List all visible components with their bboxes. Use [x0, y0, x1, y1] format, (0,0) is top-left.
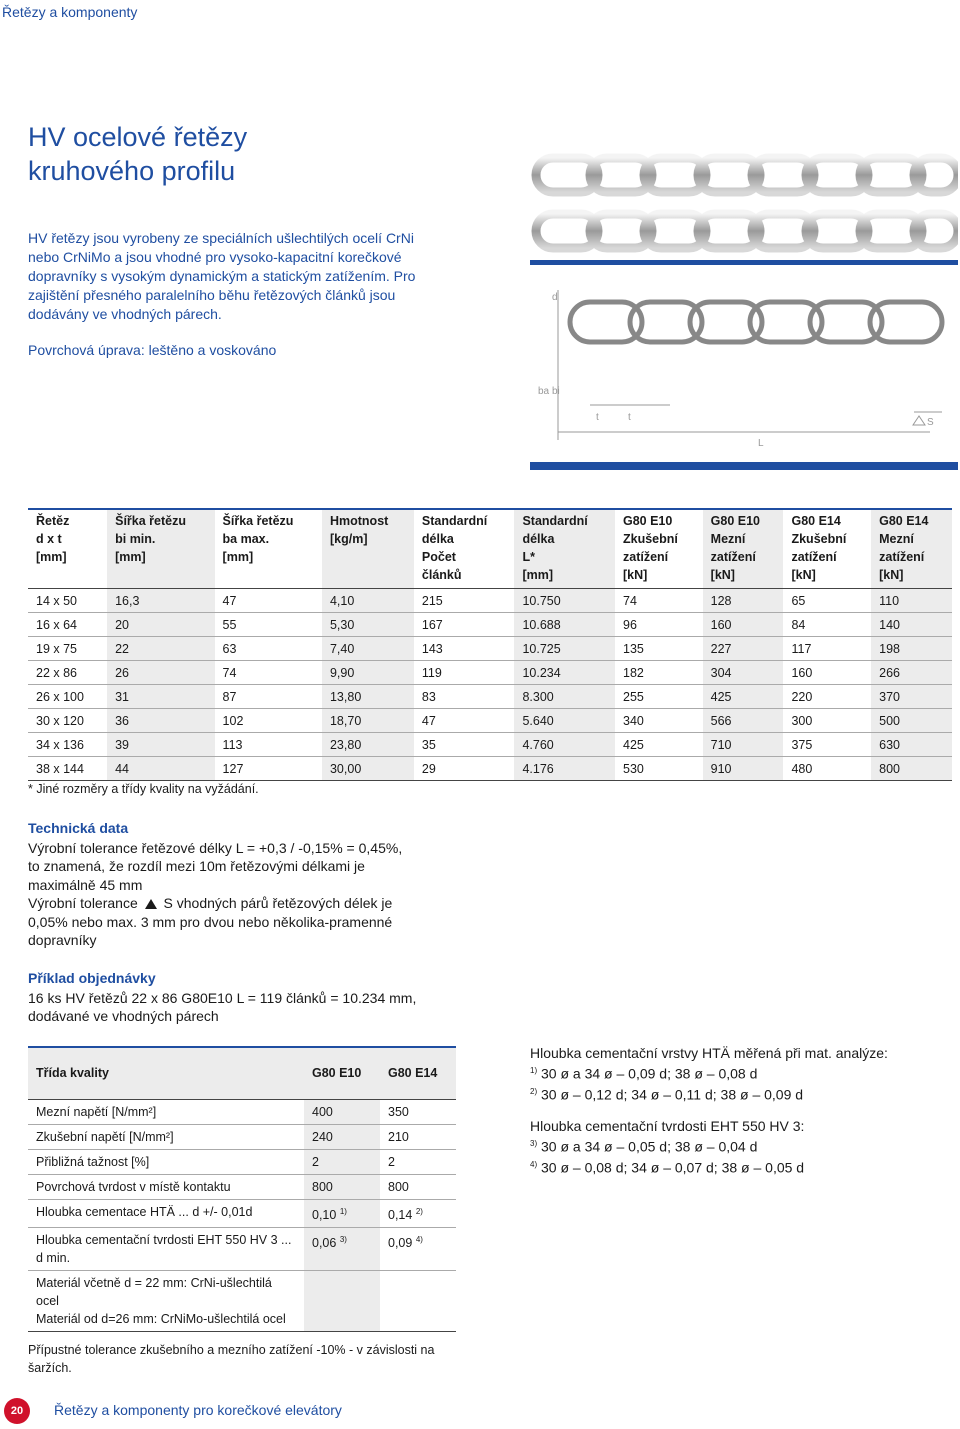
- material-note: Materiál včetně d = 22 mm: CrNi-ušlechtilá ocel Materiál od d=26 mm: CrNiMo-ušlechtilá ocel: [28, 1270, 304, 1331]
- table-row: [28, 757, 952, 781]
- table-cell: 160: [783, 661, 871, 685]
- col-header: G80 E10 Zkušební zatížení [kN]: [615, 509, 703, 589]
- quality-row: [28, 1174, 456, 1199]
- hta-note-2: $^{2)}$ 30 ø – 0,12 d; 34 ø – 0,11 d; 38 ø – 0,09 d: [530, 1087, 804, 1104]
- table-footnote: * Jiné rozměry a třídy kvality na vyžádání.: [28, 782, 259, 796]
- table-cell: 370: [871, 685, 952, 709]
- table-cell: 8.300: [514, 685, 615, 709]
- tech-line: Výrobní tolerance řetězové délky L = +0,3 / -0,15% = 0,45%,: [28, 840, 403, 856]
- table-cell: 425: [615, 733, 703, 757]
- table-row: [28, 661, 952, 685]
- material-row: [28, 1270, 456, 1331]
- quality-value-e14: 350: [380, 1099, 456, 1124]
- eht-title: Hloubka cementační tvrdosti EHT 550 HV 3:: [530, 1117, 805, 1134]
- table-cell: 215: [414, 589, 515, 613]
- table-cell: 102: [215, 709, 322, 733]
- table-cell: 22 x 86: [28, 661, 107, 685]
- table-cell: 7,40: [322, 637, 414, 661]
- table-cell: 29: [414, 757, 515, 781]
- quality-class-table: [28, 1046, 456, 1332]
- table-cell: 39: [107, 733, 214, 757]
- col-header: Řetěz d x t [mm]: [28, 509, 107, 589]
- label-L: L: [758, 438, 764, 449]
- col-header: Šířka řetězu ba max. [mm]: [215, 509, 322, 589]
- table-cell: 30,00: [322, 757, 414, 781]
- quality-header-e10: G80 E10: [304, 1047, 380, 1099]
- table-header-row: [28, 509, 952, 589]
- table-cell: 375: [783, 733, 871, 757]
- chain-spec-table: [28, 508, 952, 781]
- delta-icon: [913, 416, 925, 425]
- footer-title: Řetězy a komponenty pro korečkové elevátory: [54, 1402, 342, 1418]
- tech-line: to znamená, že rozdíl mezi 10m řetězovými délkami je: [28, 858, 365, 875]
- quality-value-e14: 2: [380, 1149, 456, 1174]
- page-number-badge: 20: [4, 1398, 30, 1424]
- table-row: [28, 709, 952, 733]
- table-cell: 630: [871, 733, 952, 757]
- table-cell: 530: [615, 757, 703, 781]
- table-cell: 227: [703, 637, 784, 661]
- label-t1: t: [596, 412, 599, 423]
- col-header: G80 E10 Mezní zatížení [kN]: [703, 509, 784, 589]
- table-cell: 5.640: [514, 709, 615, 733]
- table-cell: 10.750: [514, 589, 615, 613]
- table-cell: 500: [871, 709, 952, 733]
- table-cell: 13,80: [322, 685, 414, 709]
- table-cell: 83: [414, 685, 515, 709]
- table-cell: 5,30: [322, 613, 414, 637]
- table-cell: 19 x 75: [28, 637, 107, 661]
- order-line: 16 ks HV řetězů 22 x 86 G80E10 L = 119 článků = 10.234 mm,: [28, 990, 417, 1006]
- table-cell: 26 x 100: [28, 685, 107, 709]
- table-cell: 47: [414, 709, 515, 733]
- table-cell: 31: [107, 685, 214, 709]
- table-cell: 10.725: [514, 637, 615, 661]
- quality-value-e10: 240: [304, 1124, 380, 1149]
- chain-illustration: [530, 150, 958, 470]
- table-cell: 74: [215, 661, 322, 685]
- quality-value-e10: 800: [304, 1174, 380, 1199]
- quality-value-e10: 2: [304, 1149, 380, 1174]
- table-cell: 22: [107, 637, 214, 661]
- col-header: Standardní délka Počet článků: [414, 509, 515, 589]
- eht-note-3: $^{3)}$ 30 ø a 34 ø – 0,05 d; 38 ø – 0,04 d: [530, 1138, 758, 1155]
- table-cell: 4,10: [322, 589, 414, 613]
- chain-drawing: [570, 302, 942, 342]
- quality-label: Hloubka cementace HTÄ ... d +/- 0,01d: [28, 1199, 304, 1227]
- table-cell: 10.688: [514, 613, 615, 637]
- quality-value-e14: 800: [380, 1174, 456, 1199]
- label-bi: bi: [552, 386, 560, 397]
- table-cell: 4.760: [514, 733, 615, 757]
- tech-line: 0,05% nebo max. 3 mm pro dvou nebo několika-pramenné: [28, 913, 393, 930]
- table-cell: 30 x 120: [28, 709, 107, 733]
- table-cell: 44: [107, 757, 214, 781]
- tech-line: dopravníky: [28, 932, 97, 949]
- table-cell: 9,90: [322, 661, 414, 685]
- order-example-body: [28, 989, 468, 1026]
- load-tolerance-note: Přípustné tolerance zkušebního a mezního zatížení -10% - v závislosti na šaržích.: [28, 1343, 435, 1375]
- col-header: G80 E14 Mezní zatížení [kN]: [871, 509, 952, 589]
- table-cell: 35: [414, 733, 515, 757]
- intro-line: dodávány ve vhodných párech.: [28, 306, 222, 322]
- table-cell: 16,3: [107, 589, 214, 613]
- label-ba: ba: [538, 386, 550, 397]
- table-body: [28, 589, 952, 781]
- table-cell: 340: [615, 709, 703, 733]
- quality-value-e10: 400: [304, 1099, 380, 1124]
- table-cell: 16 x 64: [28, 613, 107, 637]
- intro-line: dopravníky s vysokým dynamickým a statickým zatížením. Pro: [28, 268, 416, 284]
- tech-data-title: Technická data: [28, 820, 129, 836]
- quality-row: [28, 1099, 456, 1124]
- quality-row: [28, 1124, 456, 1149]
- table-cell: 34 x 136: [28, 733, 107, 757]
- table-cell: 96: [615, 613, 703, 637]
- table-cell: 65: [783, 589, 871, 613]
- table-cell: 74: [615, 589, 703, 613]
- chain-photo-top: [536, 158, 958, 192]
- table-cell: 20: [107, 613, 214, 637]
- table-cell: 198: [871, 637, 952, 661]
- quality-value-e10: 0,10 $^{1)}$: [304, 1199, 380, 1227]
- quality-value-e14: 0,14 $^{2)}$: [380, 1199, 456, 1227]
- table-cell: 304: [703, 661, 784, 685]
- tech-line: Výrobní tolerance S vhodných párů řetězových délek je: [28, 895, 393, 912]
- table-cell: 266: [871, 661, 952, 685]
- order-example-title: Příklad objednávky: [28, 970, 156, 986]
- table-row: [28, 589, 952, 613]
- quality-header-e14: G80 E14: [380, 1047, 456, 1099]
- intro-paragraph: [28, 229, 488, 324]
- col-header: G80 E14 Zkušební zatížení [kN]: [783, 509, 871, 589]
- table-row: [28, 685, 952, 709]
- chain-photo-bottom: [536, 214, 958, 248]
- quality-row: [28, 1149, 456, 1174]
- tech-data-body: [28, 839, 448, 949]
- table-cell: 135: [615, 637, 703, 661]
- quality-header-label: Třída kvality: [28, 1047, 304, 1099]
- table-cell: 220: [783, 685, 871, 709]
- quality-label: Mezní napětí [N/mm²]: [28, 1099, 304, 1124]
- intro-line: HV řetězy jsou vyrobeny ze speciálních ušlechtilých ocelí CrNi: [28, 230, 414, 246]
- table-cell: 14 x 50: [28, 589, 107, 613]
- table-cell: 566: [703, 709, 784, 733]
- table-row: [28, 637, 952, 661]
- quality-row: [28, 1199, 456, 1227]
- quality-label: Přibližná tažnost [%]: [28, 1149, 304, 1174]
- hta-note-1: $^{1)}$ 30 ø a 34 ø – 0,09 d; 38 ø – 0,08 d: [530, 1066, 758, 1083]
- table-cell: 18,70: [322, 709, 414, 733]
- table-cell: 425: [703, 685, 784, 709]
- quality-value-e14: 210: [380, 1124, 456, 1149]
- table-cell: 113: [215, 733, 322, 757]
- label-ds: S: [927, 417, 934, 428]
- title-line-2: kruhového profilu: [28, 156, 236, 186]
- label-t2: t: [628, 412, 631, 423]
- hta-title: Hloubka cementační vrstvy HTÄ měřená při mat. analýze:: [530, 1045, 888, 1061]
- table-cell: 63: [215, 637, 322, 661]
- quality-value-e14: 0,09 $^{4)}$: [380, 1227, 456, 1270]
- table-cell: 480: [783, 757, 871, 781]
- table-cell: 47: [215, 589, 322, 613]
- quality-value-e10: 0,06 $^{3)}$: [304, 1227, 380, 1270]
- table-cell: 127: [215, 757, 322, 781]
- tech-line: maximálně 45 mm: [28, 876, 143, 893]
- intro-line: nebo CrNiMo a jsou vhodné pro vysoko-kapacitní korečkové: [28, 249, 402, 265]
- table-cell: 910: [703, 757, 784, 781]
- quality-label: Povrchová tvrdost v místě kontaktu: [28, 1174, 304, 1199]
- section-header: Řetězy a komponenty: [2, 4, 138, 20]
- table-cell: 800: [871, 757, 952, 781]
- table-cell: 119: [414, 661, 515, 685]
- order-line: dodávané ve vhodných párech: [28, 1008, 219, 1025]
- title-line-1: HV ocelové řetězy: [28, 122, 248, 152]
- table-cell: 255: [615, 685, 703, 709]
- table-cell: 182: [615, 661, 703, 685]
- table-cell: 128: [703, 589, 784, 613]
- table-cell: 38 x 144: [28, 757, 107, 781]
- table-cell: 84: [783, 613, 871, 637]
- quality-header-row: [28, 1047, 456, 1099]
- hardening-notes: [530, 1044, 960, 1177]
- table-cell: 143: [414, 637, 515, 661]
- table-cell: 55: [215, 613, 322, 637]
- table-cell: 4.176: [514, 757, 615, 781]
- quality-label: Hloubka cementační tvrdosti EHT 550 HV 3 ... d min.: [28, 1227, 304, 1270]
- quality-label: Zkušební napětí [N/mm²]: [28, 1124, 304, 1149]
- table-cell: 10.234: [514, 661, 615, 685]
- table-cell: 36: [107, 709, 214, 733]
- col-header: Standardní délka L* [mm]: [514, 509, 615, 589]
- col-header: Šířka řetězu bi min. [mm]: [107, 509, 214, 589]
- table-cell: 87: [215, 685, 322, 709]
- table-cell: 160: [703, 613, 784, 637]
- intro-line: zajištění přesného paralelního běhu řetězových článků jsou: [28, 287, 396, 303]
- table-cell: 300: [783, 709, 871, 733]
- surface-finish: Povrchová úprava: leštěno a voskováno: [28, 342, 277, 358]
- table-cell: 26: [107, 661, 214, 685]
- table-cell: 140: [871, 613, 952, 637]
- quality-row: [28, 1227, 456, 1270]
- delta-icon: [145, 899, 157, 909]
- label-d: d: [552, 292, 558, 303]
- table-cell: 167: [414, 613, 515, 637]
- table-row: [28, 733, 952, 757]
- col-header: Hmotnost [kg/m]: [322, 509, 414, 589]
- table-cell: 710: [703, 733, 784, 757]
- eht-note-4: $^{4)}$ 30 ø – 0,08 d; 34 ø – 0,07 d; 38 ø – 0,05 d: [530, 1159, 805, 1176]
- table-row: [28, 613, 952, 637]
- page-title: [28, 120, 247, 188]
- table-cell: 23,80: [322, 733, 414, 757]
- table-cell: 110: [871, 589, 952, 613]
- table-cell: 117: [783, 637, 871, 661]
